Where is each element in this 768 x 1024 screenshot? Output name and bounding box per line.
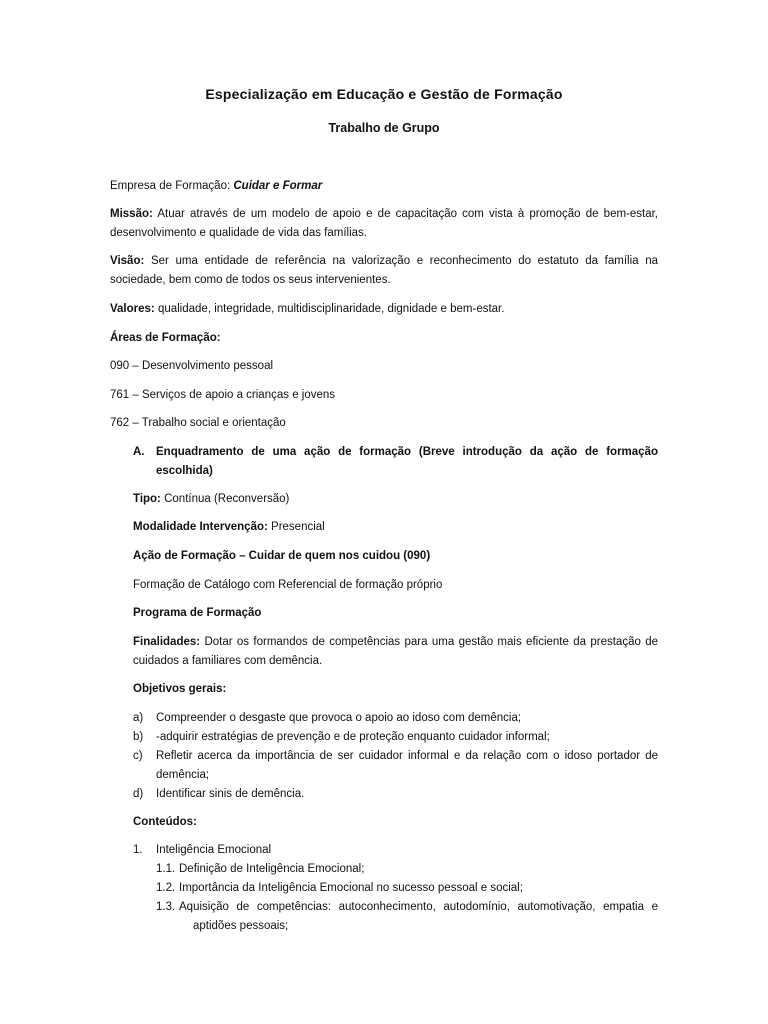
objetivo-marker: c): [133, 750, 143, 762]
catalogo-text: Formação de Catálogo com Referencial de formação próprio: [133, 579, 443, 591]
document-subtitle: Trabalho de Grupo: [328, 121, 440, 135]
subitem-text: Aquisição de competências: autoconhecimento, autodomínio, automotivação, empatia e aptidões pessoais;: [179, 901, 658, 932]
section-a-marker: A.: [133, 446, 145, 458]
visao-label: Visão:: [110, 255, 145, 267]
valores-paragraph: [110, 300, 658, 319]
programa-heading: Programa de Formação: [133, 607, 262, 619]
objetivo-marker: a): [133, 712, 144, 724]
conteudo-item: Inteligência Emocional: [156, 844, 272, 856]
missao-label: Missão:: [110, 208, 153, 220]
subitem-marker: 1.3.: [156, 901, 176, 913]
subitem-text: Importância da Inteligência Emocional no sucesso pessoal e social;: [179, 882, 523, 894]
section-a-heading: Enquadramento de uma ação de formação (Breve introdução da ação de formação escolhida): [156, 446, 658, 477]
tipo-paragraph: [133, 490, 658, 509]
areas-heading: Áreas de Formação:: [110, 332, 221, 344]
empresa-value: Cuidar e Formar: [233, 180, 323, 192]
empresa-paragraph: [110, 177, 658, 196]
conteudo-marker: 1.: [133, 844, 143, 856]
finalidades-text: Dotar os formandos de competências para uma gestão mais eficiente da prestação de cuidados a familiares com demência.: [133, 636, 658, 667]
visao-paragraph: [110, 252, 658, 290]
objetivo-item: Refletir acerca da importância de ser cuidador informal e da relação com o idoso portador de demência;: [156, 750, 658, 781]
objetivo-marker: b): [133, 731, 144, 743]
objetivo-item: Identificar sinis de demência.: [156, 788, 305, 800]
modalidade-paragraph: [133, 518, 658, 537]
valores-text: qualidade, integridade, multidisciplinaridade, dignidade e bem-estar.: [154, 303, 505, 315]
area-item: 761 – Serviços de apoio a crianças e jovens: [110, 389, 336, 401]
modalidade-label: Modalidade Intervenção:: [133, 521, 268, 533]
subitem-text: Definição de Inteligência Emocional;: [179, 863, 365, 875]
conteudos-heading: Conteúdos:: [133, 816, 197, 828]
subitem-marker: 1.1.: [156, 863, 176, 875]
tipo-text: Contínua (Reconversão): [160, 493, 290, 505]
empresa-label: Empresa de Formação:: [110, 180, 234, 192]
missao-paragraph: [110, 205, 658, 243]
objetivo-marker: d): [133, 788, 144, 800]
valores-label: Valores:: [110, 303, 155, 315]
objetivos-heading: Objetivos gerais:: [133, 683, 227, 695]
finalidades-label: Finalidades:: [133, 636, 201, 648]
objetivo-item: Compreender o desgaste que provoca o apoio ao idoso com demência;: [156, 712, 522, 724]
tipo-label: Tipo:: [133, 493, 161, 505]
document-title: Especialização em Educação e Gestão de Formação: [205, 86, 563, 102]
acao-heading: Ação de Formação – Cuidar de quem nos cuidou (090): [133, 550, 431, 562]
area-item: 762 – Trabalho social e orientação: [110, 417, 286, 429]
objetivo-item: -adquirir estratégias de prevenção e de proteção enquanto cuidador informal;: [156, 731, 550, 743]
area-item: 090 – Desenvolvimento pessoal: [110, 360, 274, 372]
finalidades-paragraph: [133, 633, 658, 671]
modalidade-text: Presencial: [267, 521, 325, 533]
missao-text: Atuar através de um modelo de apoio e de capacitação com vista à promoção de bem-estar, desenvolvimento e qualidade de vida das famílias.: [110, 208, 658, 239]
visao-text: Ser uma entidade de referência na valorização e reconhecimento do estatuto da família na sociedade, bem como de todos os seus intervenientes.: [110, 255, 658, 286]
subitem-marker: 1.2.: [156, 882, 176, 894]
